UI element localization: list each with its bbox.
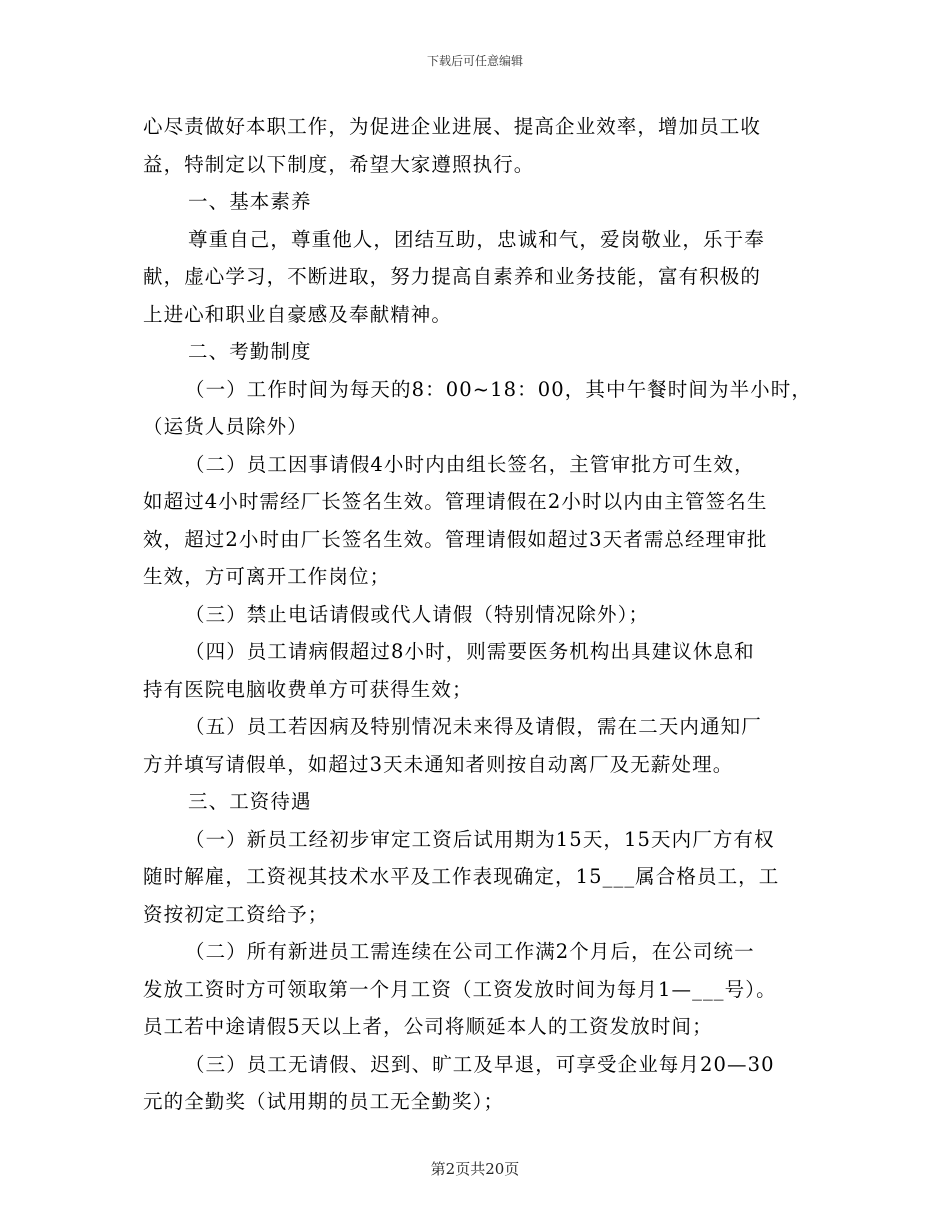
text-line: 随时解雇，工资视其技术水平及工作表现确定，15___属合格员工，工 [143,865,780,888]
text-line: 如超过4小时需经厂长签名生效。管理请假在2小时以内由主管签名生 [143,490,768,513]
text-line: 一、基本素养 [188,190,312,213]
text-line: 献，虚心学习，不断进取，努力提高自素养和业务技能，富有积极的 [143,265,762,288]
text-line: 心尽责做好本职工作，为促进企业进展、提高企业效率，增加员工收 [143,115,762,138]
text-line: 持有医院电脑收费单方可获得生效； [143,677,473,701]
text-line: 元的全勤奖（试用期的员工无全勤奖）； [143,1090,505,1113]
text-line: （一）新员工经初步审定工资后试用期为15天，15天内厂方有权 [185,827,775,851]
page-footer: 第2页共20页 [430,1160,520,1178]
document-body [143,108,813,1121]
text-line: 尊重自己，尊重他人，团结互助，忠诚和气，爱岗敬业，乐于奉 [188,227,765,251]
text-line: （三）员工无请假、迟到、旷工及早退，可享受企业每月20—30 [185,1052,775,1076]
text-line: （运货人员除外） [143,415,308,438]
text-line: 三、工资待遇 [188,790,312,813]
text-line: 二、考勤制度 [188,340,312,363]
text-line: 方并填写请假单，如超过3天未通知者则按自动离厂及无薪处理。 [143,752,734,776]
text-line: （五）员工若因病及特别情况未来得及请假，需在二天内通知厂 [185,715,762,738]
text-line: （三）禁止电话请假或代人请假（特别情况除外）； [185,602,650,626]
text-line: 发放工资时方可领取第一个月工资（工资发放时间为每月1—___号）。 [143,977,777,1001]
page-header: 下载后可任意编辑 [426,54,523,68]
text-line: 资按初定工资给予； [143,902,329,926]
text-line: 生效，方可离开工作岗位； [143,565,391,588]
text-line: 员工若中途请假5天以上者，公司将顺延本人的工资发放时间； [143,1015,713,1038]
text-line: （四）员工请病假超过8小时，则需要医务机构出具建议休息和 [185,640,755,663]
text-line: （二）员工因事请假4小时内由组长签名，主管审批方可生效， [185,452,755,476]
text-line: 效，超过2小时由厂长签名生效。管理请假如超过3天者需总经理审批 [143,527,768,551]
text-line: 上进心和职业自豪感及奉献精神。 [143,302,453,326]
text-line: （一）工作时间为每天的8：00~18：00，其中午餐时间为半小时， [185,377,812,401]
text-line: （二）所有新进员工需连续在公司工作满2个月后，在公司统一 [185,940,755,963]
text-line: 益，特制定以下制度，希望大家遵照执行。 [143,152,535,176]
